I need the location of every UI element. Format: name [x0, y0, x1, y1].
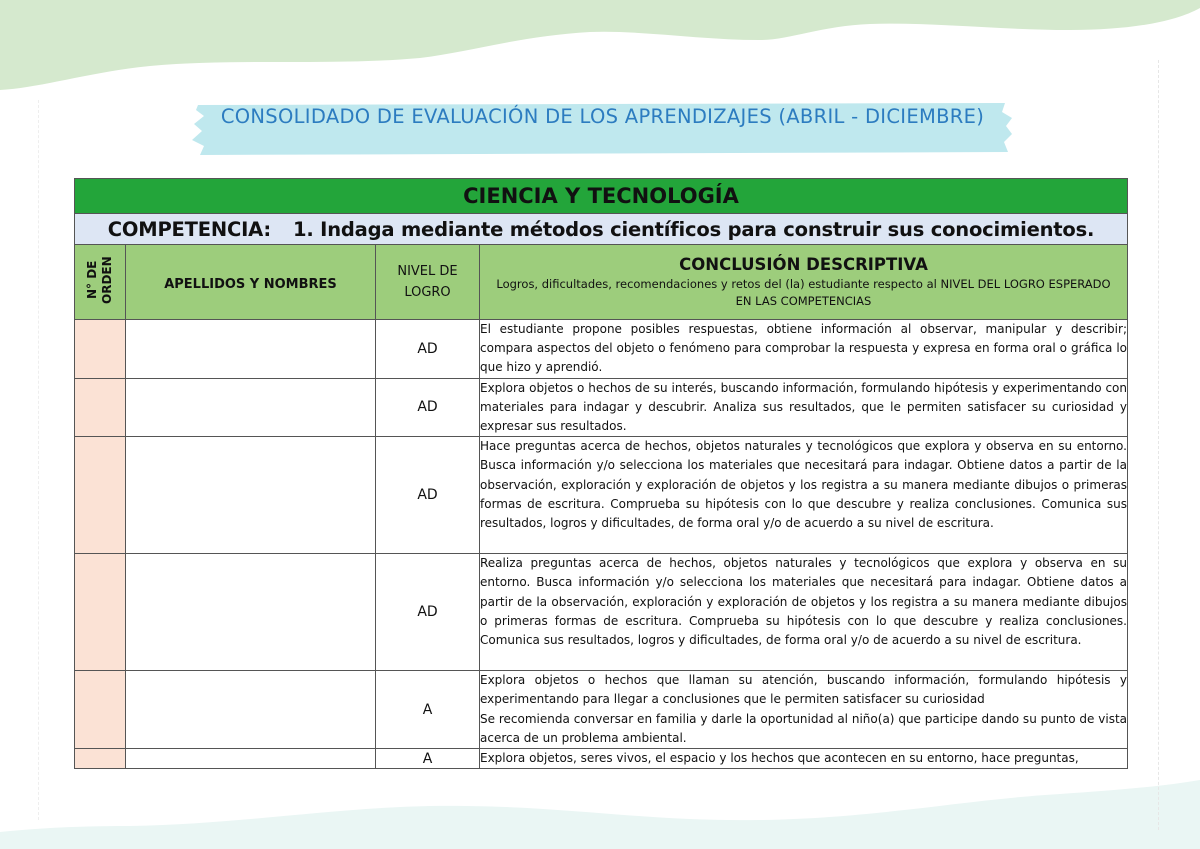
table-row [75, 749, 1128, 769]
order-cell [75, 749, 126, 769]
document-title: CONSOLIDADO DE EVALUACIÓN DE LOS APRENDIZAJES (ABRIL - DICIEMBRE) [220, 105, 985, 128]
level-header-label: NIVEL DE LOGRO [397, 264, 458, 300]
bottom-wave-shape [0, 780, 1200, 849]
conclusion-header-title: CONCLUSIÓN DESCRIPTIVA [679, 254, 928, 274]
page-edge-line [38, 100, 39, 820]
name-cell [126, 554, 376, 671]
level-cell: A [376, 671, 480, 749]
level-cell: AD [376, 320, 480, 379]
name-cell [126, 671, 376, 749]
table-row [75, 320, 1128, 379]
description-cell [480, 671, 1128, 749]
name-cell [126, 378, 376, 437]
competency-label: COMPETENCIA: [107, 217, 272, 241]
names-header-label: APELLIDOS Y NOMBRES [164, 276, 337, 292]
order-cell [75, 554, 126, 671]
order-header [75, 245, 126, 320]
conclusion-header-subtitle: Logros, dificultades, recomendaciones y retos del (la) estudiante respecto al NIVEL DEL LOGRO ESPERADO EN LAS COMPETENCIAS [496, 276, 1111, 308]
description-text: El estudiante propone posibles respuestas, obtiene información al observar, manipular y describir; compara aspectos del objeto o fenómeno para comprobar la respuesta y expresa en forma oral o gráfica lo que hizo y aprendió. [480, 322, 1127, 375]
order-cell [75, 320, 126, 379]
top-wave-shape [0, 0, 1200, 90]
description-cell [480, 554, 1128, 671]
description-cell [480, 320, 1128, 379]
evaluation-table [74, 178, 1128, 769]
table-row [75, 437, 1128, 554]
header-row [75, 245, 1128, 320]
page-edge-line [1158, 60, 1159, 830]
description-text: Realiza preguntas acerca de hechos, objetos naturales y tecnológicos que explora y observa en su entorno. Busca información y/o selecciona los materiales que necesitará para indagar. Obtiene datos a partir de la observación, exploración y exploración de objetos y los registra a su manera mediante dibujos o primeras formas de escritura. Comprueba su hipótesis con lo que descubre y realiza conclusiones. Comunica sus resultados, logros y dificultades, de forma oral y/o de acuerdo a su nivel de escritura. [480, 556, 1127, 648]
description-text: Explora objetos o hechos que llaman su atención, buscando información, formulando hipótesis y experimentando para llegar a conclusiones que le permiten satisfacer su curiosidad [480, 673, 1127, 707]
names-header [126, 245, 376, 320]
competency-text: 1. Indaga mediante métodos científicos para construir sus conocimientos. [293, 217, 1095, 241]
level-cell: AD [376, 378, 480, 437]
description-text: Explora objetos o hechos de su interés, buscando información, formulando hipótesis y experimentando con materiales para indagar y descubrir. Analiza sus resultados, que le permiten satisfacer su curiosidad y expresar sus resultados. [480, 380, 1127, 434]
table-row [75, 671, 1128, 749]
name-cell [126, 749, 376, 769]
table-row [75, 554, 1128, 671]
level-cell: AD [376, 554, 480, 671]
level-cell: AD [376, 437, 480, 554]
order-cell [75, 437, 126, 554]
competency-cell [75, 214, 1128, 245]
conclusion-header [480, 245, 1128, 320]
order-cell [75, 378, 126, 437]
level-header [376, 245, 480, 320]
name-cell [126, 320, 376, 379]
description-cell [480, 378, 1128, 437]
description-text: Hace preguntas acerca de hechos, objetos naturales y tecnológicos que explora y observa en su entorno. Busca información y/o selecciona los materiales que necesitará para indagar. Obtiene datos a partir de la observación, exploración y exploración de objetos y los registra a su manera mediante dibujos o primeras formas de escritura. Comprueba su hipótesis con lo que descubre y realiza conclusiones. Comunica sus resultados, logros y dificultades, de forma oral y/o de acuerdo a su nivel de escritura. [480, 439, 1127, 531]
description-recommendation: Se recomienda conversar en familia y darle la oportunidad al niño(a) que participe dando su punto de vista acerca de un problema ambiental. [480, 711, 1127, 745]
description-cell [480, 749, 1128, 769]
description-cell [480, 437, 1128, 554]
description-text: Explora objetos, seres vivos, el espacio y los hechos que acontecen en su entorno, hace preguntas, [480, 751, 1079, 766]
competency-row [75, 214, 1128, 245]
table-row [75, 378, 1128, 437]
order-header-label: N° DE ORDEN [85, 256, 114, 304]
level-cell: A [376, 749, 480, 769]
name-cell [126, 437, 376, 554]
order-cell [75, 671, 126, 749]
subject-row [75, 179, 1128, 214]
subject-title: CIENCIA Y TECNOLOGÍA [75, 179, 1128, 214]
